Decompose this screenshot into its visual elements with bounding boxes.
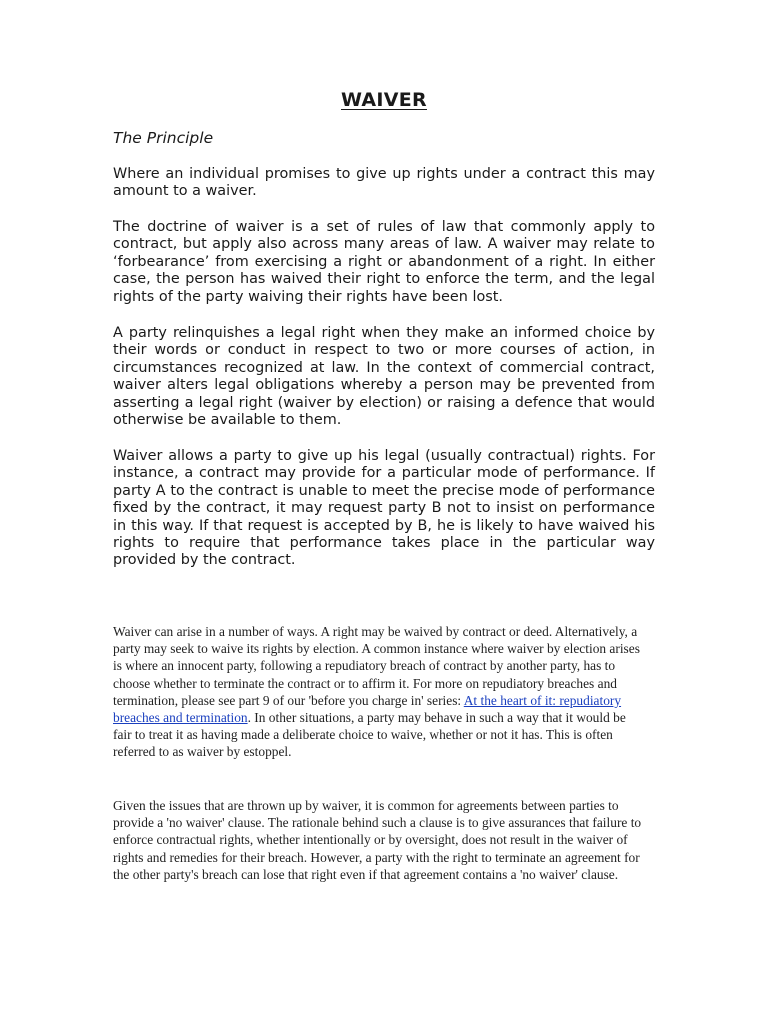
paragraph-allows: Waiver allows a party to give up his legal (usually contractual) rights. For instance, a contract may provide for a particular mode of performance. If party A to the contract is unable to meet the precise mode of performance fixed by the contract, it may request party B not to insist on performance in this way. If that request is accepted by B, he is likely to have waived his rights to require that performance takes place in the particular way provided by the contract.: [113, 448, 655, 569]
quote-text-before-link: Waiver can arise in a number of ways. A right may be waived by contract or deed. Alternatively, a party may seek to waive its rights by election. A common instance where waiver by election arises is where an innocent party, following a repudiatory breach of contract by another party, has to choose whether to terminate the contract or to affirm it. For more on repudiatory breaches and termination, please see part 9 of our 'before you charge in' series:: [113, 624, 640, 708]
repudiatory-breaches-link[interactable]: At the heart of it: repudiatory breaches and termination: [113, 692, 622, 726]
section-heading: The Principle: [113, 129, 214, 147]
quote-text-after-link: . In other situations, a party may behave in such a way that it would be fair to treat it as having made a deliberate choice to waive, whether or not it has. This is often referred to as waiver by estoppel.: [113, 710, 626, 760]
quote-paragraph-ways: [113, 623, 643, 761]
quote-paragraph-no-waiver: Given the issues that are thrown up by waiver, it is common for agreements between parties to provide a 'no waiver' clause. The rationale behind such a clause is to give assurances that failure to enforce contractual rights, whether intentionally or by oversight, does not result in the waiver of rights and remedies for their breach. However, a party with the right to terminate an agreement for the other party's breach can lose that right even if that agreement contains a 'no waiver' clause.: [113, 798, 642, 882]
paragraph-relinquish: A party relinquishes a legal right when they make an informed choice by their words or conduct in respect to two or more courses of action, in circumstances recognized at law. In the context of commercial contract, waiver alters legal obligations whereby a person may be prevented from asserting a legal right (waiver by election) or raising a defence that would otherwise be available to them.: [113, 325, 655, 429]
document-title: WAIVER: [341, 89, 427, 111]
paragraph-doctrine: The doctrine of waiver is a set of rules of law that commonly apply to contract, but apply also across many areas of law. A waiver may relate to ‘forbearance’ from exercising a right or abandonment of a right. In either case, the person has waived their right to enforce the term, and the legal rights of the party waiving their rights have been lost.: [113, 219, 655, 305]
paragraph-intro: Where an individual promises to give up rights under a contract this may amount to a waiver.: [113, 166, 655, 200]
